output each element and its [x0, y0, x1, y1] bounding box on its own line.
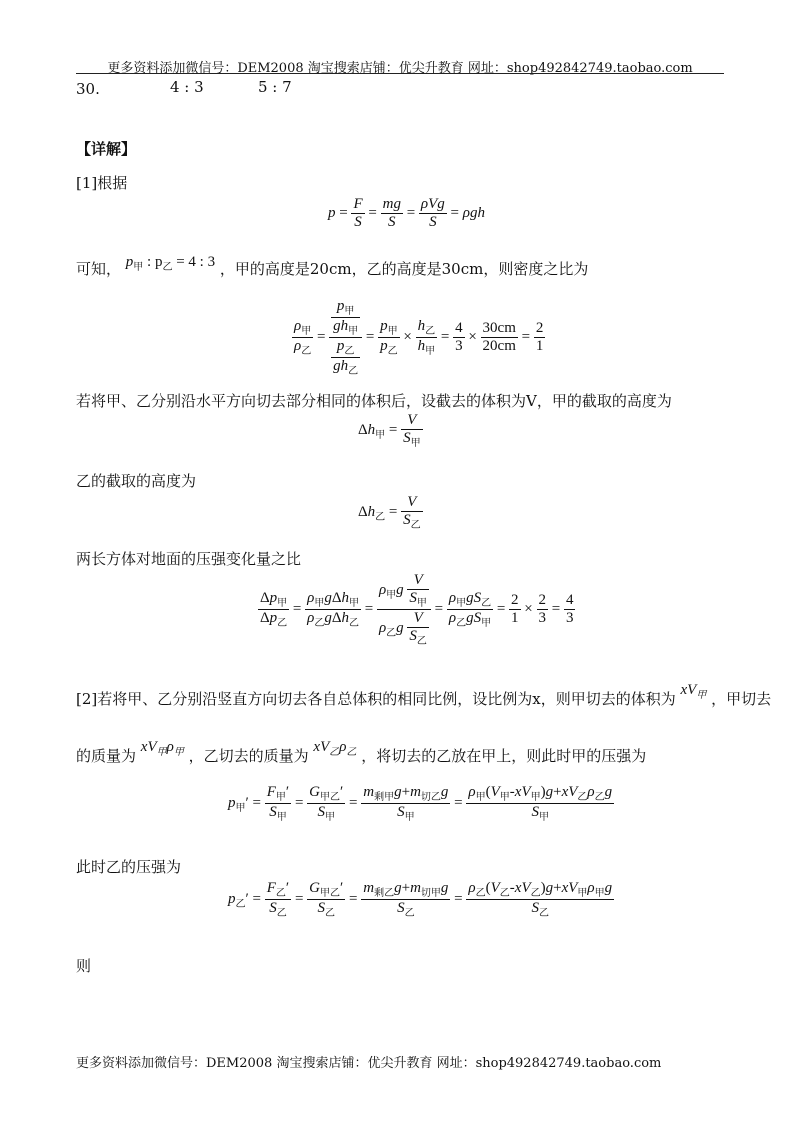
symbol: x	[313, 739, 321, 755]
symbol: F	[266, 784, 276, 800]
symbol: = 4 : 3	[172, 254, 216, 270]
fraction	[361, 784, 450, 823]
fraction	[564, 592, 576, 627]
symbol: ρ	[307, 610, 315, 626]
formula-pressure	[328, 196, 485, 231]
symbol: ρ	[448, 590, 457, 606]
symbol: g	[466, 590, 474, 606]
symbol: +	[401, 784, 411, 800]
symbol: =	[406, 204, 416, 221]
fraction	[378, 318, 400, 357]
symbol: g	[440, 784, 449, 800]
symbol: g	[545, 784, 554, 800]
fraction	[331, 298, 360, 337]
symbol: h	[340, 318, 349, 334]
symbol: ′	[245, 794, 249, 811]
fraction	[307, 784, 345, 823]
fraction	[305, 590, 361, 629]
symbol: x	[680, 682, 688, 698]
symbol: ′	[340, 880, 344, 896]
fraction	[466, 784, 614, 823]
subscript: 甲	[301, 326, 312, 337]
symbol: )	[540, 880, 546, 896]
symbol: g	[440, 880, 449, 896]
subscript: 乙	[594, 792, 605, 803]
subscript: 乙	[375, 511, 386, 523]
symbol: Δ	[260, 610, 270, 626]
numerator: 4	[565, 592, 574, 608]
formula-pressure-change-ratio	[258, 572, 575, 647]
symbol: =	[365, 328, 375, 345]
fraction	[351, 196, 364, 231]
text: [2]若将甲、乙分别沿竖直方向切去各自总体积的相同比例，设比例为x，则甲切去的体积为	[76, 690, 676, 708]
symbol: =	[349, 794, 358, 811]
paragraph-4: 两长方体对地面的压强变化量之比	[76, 550, 302, 568]
symbol: g	[466, 610, 474, 626]
symbol: ρ	[307, 590, 315, 606]
text: 的质量为	[76, 747, 137, 765]
formula-pressure-jia-new	[228, 784, 614, 823]
symbol: x	[140, 739, 148, 755]
symbol: g	[394, 784, 402, 800]
fraction	[466, 880, 614, 919]
fraction	[407, 572, 429, 609]
numerator: mg	[382, 196, 401, 212]
subscript: 甲乙	[320, 792, 341, 803]
symbol: G	[309, 880, 321, 896]
symbol: ′	[340, 784, 344, 800]
symbol: S	[397, 900, 405, 916]
symbol: ρgh	[462, 204, 485, 221]
text: ，乙切去的质量为	[188, 747, 309, 765]
paragraph-3: 乙的截取的高度为	[76, 472, 197, 490]
symbol: g	[324, 610, 332, 626]
fraction	[361, 880, 450, 919]
subscript: 切乙	[420, 792, 441, 803]
symbol: ′	[285, 880, 290, 896]
symbol: ρ	[378, 619, 387, 636]
subscript: 甲	[456, 598, 467, 609]
subscript: 甲	[387, 326, 398, 337]
symbol: V	[568, 880, 578, 896]
subscript: 甲	[475, 792, 486, 803]
text: ，甲切去	[711, 690, 772, 708]
fraction	[292, 318, 313, 357]
symbol: ρ	[448, 610, 457, 626]
numerator: ρVg	[420, 196, 445, 212]
numerator: F	[353, 196, 363, 212]
subscript: 乙	[235, 898, 246, 910]
subscript: 乙	[344, 346, 355, 357]
symbol: (	[485, 880, 491, 896]
symbol: p	[380, 338, 388, 354]
denominator: 20cm	[482, 338, 516, 354]
subscript: 乙	[346, 747, 357, 758]
subscript: 甲	[348, 326, 359, 337]
symbol: =	[294, 794, 304, 811]
paragraph-6	[76, 739, 647, 768]
subscript: 乙	[329, 747, 340, 758]
symbol: S	[317, 804, 325, 820]
symbol: V	[320, 739, 330, 755]
symbol: g	[333, 358, 341, 374]
symbol: S	[409, 590, 417, 606]
symbol: ×	[403, 328, 412, 345]
symbol: =	[454, 890, 463, 907]
symbol: Δ	[331, 590, 342, 606]
symbol: S	[397, 804, 405, 820]
subscript: 甲	[481, 618, 492, 629]
fraction	[481, 320, 518, 355]
symbol: p	[125, 254, 134, 270]
symbol: -	[509, 880, 515, 896]
symbol: S	[269, 900, 277, 916]
symbol: ′	[285, 784, 290, 800]
denominator: 3	[538, 610, 547, 626]
subscript: 甲	[386, 589, 397, 601]
symbol: h	[417, 338, 426, 354]
symbol: S	[317, 900, 325, 916]
symbol: S	[531, 804, 539, 820]
paragraph-1-intro: [1]根据	[76, 174, 128, 192]
subscript: 乙	[416, 636, 427, 647]
symbol: ρ	[468, 784, 476, 800]
denominator: 3	[565, 610, 574, 626]
symbol: m	[410, 880, 421, 896]
symbol: ρ	[166, 739, 174, 755]
symbol: p	[328, 204, 336, 221]
symbol: +	[553, 784, 562, 800]
numerator: 2	[535, 320, 544, 336]
symbol: g	[604, 880, 613, 896]
question-number: 30.	[76, 80, 100, 98]
fraction	[419, 196, 447, 231]
numerator: V	[401, 412, 423, 430]
numerator: V	[401, 494, 423, 512]
symbol: ρ	[294, 318, 302, 334]
text: 可知，	[76, 260, 122, 278]
symbol: S	[473, 590, 482, 606]
symbol: =	[440, 328, 450, 345]
denominator: 3	[455, 338, 463, 354]
symbol: p	[269, 590, 278, 606]
subscript: 乙	[162, 262, 173, 273]
symbol: =	[316, 328, 326, 345]
formula-pressure-yi-new	[228, 880, 614, 919]
symbol: h	[367, 421, 376, 438]
symbol: p	[228, 794, 236, 811]
symbol: V	[521, 784, 531, 800]
formula-density-ratio	[292, 298, 545, 377]
symbol: =	[450, 204, 460, 221]
symbol: ρ	[468, 880, 476, 896]
subscript: 甲	[344, 306, 355, 317]
symbol: h	[367, 503, 376, 520]
paragraph-5	[76, 682, 772, 711]
symbol: p	[336, 298, 345, 314]
subscript: 乙	[348, 618, 359, 629]
symbol: ρ	[587, 880, 595, 896]
fraction	[401, 494, 423, 531]
symbol: S	[473, 610, 482, 626]
symbol: x	[514, 784, 522, 800]
symbol: Δ	[358, 421, 368, 438]
symbol: g	[333, 318, 341, 334]
subscript: 乙	[324, 908, 335, 919]
fraction	[401, 412, 423, 449]
line-ke-zhi	[76, 254, 589, 281]
subscript: 乙	[387, 346, 398, 357]
symbol: =	[294, 890, 304, 907]
subscript: 乙	[475, 888, 486, 899]
complex-fraction	[377, 572, 431, 647]
symbol: : p	[147, 254, 163, 270]
symbol: )	[540, 784, 546, 800]
symbol: S	[269, 804, 277, 820]
subscript: 甲	[530, 792, 541, 803]
symbol: x	[561, 880, 569, 896]
subscript: 切甲	[420, 888, 441, 899]
symbol: =	[521, 328, 531, 345]
subscript: 甲	[499, 792, 510, 803]
mass-cut-yi	[313, 739, 357, 758]
formula-delta-h-jia	[358, 412, 423, 449]
subscript: 乙	[499, 888, 510, 899]
symbol: V	[521, 880, 531, 896]
symbol: V	[147, 739, 157, 755]
paragraph-7: 此时乙的压强为	[76, 858, 182, 876]
subscript: 甲	[314, 598, 325, 609]
subscript: 甲	[404, 812, 415, 823]
subscript: 甲	[577, 888, 588, 899]
symbol: -	[509, 784, 515, 800]
symbol: =	[252, 890, 261, 907]
subscript: 甲	[594, 888, 605, 899]
symbol: g	[394, 880, 402, 896]
fraction	[331, 338, 360, 377]
denominator: S	[388, 214, 396, 230]
symbol: p	[228, 890, 236, 907]
subscript: 甲	[275, 792, 286, 803]
subscript: 乙	[275, 888, 286, 899]
volume-cut-jia	[680, 682, 707, 701]
denominator: S	[429, 214, 437, 230]
symbol: ρ	[587, 784, 595, 800]
fraction	[447, 590, 493, 629]
symbol: ρ	[294, 338, 302, 354]
symbol: G	[309, 784, 321, 800]
fraction	[307, 880, 345, 919]
symbol: F	[266, 880, 276, 896]
subscript: 甲	[156, 747, 167, 758]
symbol: =	[368, 204, 377, 221]
symbol: p	[380, 318, 388, 334]
symbol: S	[409, 628, 417, 644]
numerator: V	[407, 572, 429, 590]
subscript: 乙	[530, 888, 541, 899]
subscript: 甲	[324, 812, 335, 823]
symbol: Δ	[260, 590, 270, 606]
subscript: 乙	[425, 326, 436, 337]
denominator: 1	[511, 610, 519, 626]
symbol: =	[292, 600, 302, 617]
page-footer: 更多资料添加微信号：DEM2008 淘宝搜索店铺：优尖升教育 网址：shop492842749.taobao.com	[76, 1056, 662, 1071]
fraction	[416, 318, 438, 357]
fraction	[258, 590, 289, 629]
symbol: g	[396, 581, 404, 598]
symbol: =	[364, 600, 374, 617]
subscript: 乙	[314, 618, 325, 629]
symbol: =	[252, 794, 261, 811]
subscript: 甲	[410, 438, 421, 449]
subscript: 甲	[348, 598, 359, 609]
symbol: =	[388, 503, 398, 520]
symbol: S	[403, 430, 411, 446]
subscript: 乙	[410, 520, 421, 531]
subscript: 乙	[481, 598, 492, 609]
fraction	[534, 320, 546, 355]
symbol: V	[568, 784, 578, 800]
symbol: x	[514, 880, 522, 896]
numerator: 4	[455, 320, 463, 336]
denominator: S	[354, 214, 362, 230]
numerator: V	[407, 610, 429, 628]
symbol: g	[396, 619, 404, 636]
numerator: 2	[538, 592, 547, 608]
symbol: =	[434, 600, 444, 617]
symbol: p	[336, 338, 345, 354]
subscript: 乙	[386, 627, 397, 639]
subscript: 甲	[277, 598, 288, 609]
numerator: 2	[511, 592, 519, 608]
subscript: 甲	[133, 262, 144, 273]
fraction	[381, 196, 403, 231]
symbol: =	[551, 600, 561, 617]
symbol: g	[604, 784, 613, 800]
complex-fraction	[329, 298, 362, 377]
symbol: h	[417, 318, 426, 334]
symbol: Δ	[331, 610, 342, 626]
symbol: (	[485, 784, 491, 800]
symbol: h	[341, 590, 349, 606]
fraction	[407, 610, 429, 647]
symbol: p	[269, 610, 278, 626]
paragraph-2: 若将甲、乙分别沿水平方向切去部分相同的体积后，设截去的体积为V，甲的截取的高度为	[76, 392, 672, 410]
symbol: h	[340, 358, 349, 374]
subscript: 剩甲	[374, 792, 395, 803]
text: ，将切去的乙放在甲上，则此时甲的压强为	[361, 747, 647, 765]
symbol: =	[496, 600, 506, 617]
symbol: ×	[524, 600, 533, 617]
symbol: m	[410, 784, 421, 800]
fraction	[265, 784, 291, 823]
header-rule	[76, 73, 724, 74]
symbol: Δ	[358, 503, 368, 520]
subscript: 剩乙	[374, 888, 395, 899]
symbol: =	[349, 890, 358, 907]
symbol: V	[490, 784, 500, 800]
symbol: ρ	[339, 739, 347, 755]
fraction	[453, 320, 465, 355]
fraction	[265, 880, 291, 919]
subscript: 甲	[696, 690, 707, 701]
subscript: 乙	[577, 792, 588, 803]
mass-cut-jia	[140, 739, 184, 758]
fraction	[509, 592, 521, 627]
symbol: +	[401, 880, 411, 896]
symbol: +	[553, 880, 562, 896]
subscript: 甲	[425, 346, 436, 357]
subscript: 乙	[348, 366, 359, 377]
subscript: 乙	[539, 908, 549, 919]
symbol: g	[545, 880, 554, 896]
answer-blank-1: 4 : 3	[170, 78, 204, 96]
symbol: m	[363, 784, 375, 800]
page-header: 更多资料添加微信号：DEM2008 淘宝搜索店铺：优尖升教育 网址：shop492842749.taobao.com	[107, 61, 693, 76]
symbol: ×	[468, 328, 477, 345]
denominator: 1	[535, 338, 544, 354]
fraction	[537, 592, 549, 627]
subscript: 乙	[404, 908, 415, 919]
symbol: =	[339, 204, 348, 221]
subscript: 甲	[173, 747, 184, 758]
numerator: 30cm	[482, 320, 516, 336]
symbol: m	[363, 880, 375, 896]
subscript: 乙	[456, 618, 467, 629]
subscript: 乙	[277, 618, 288, 629]
subscript: 甲	[539, 812, 549, 823]
symbol: V	[687, 682, 697, 698]
symbol: ′	[245, 890, 249, 907]
symbol: S	[403, 512, 411, 528]
symbol: V	[490, 880, 500, 896]
subscript: 甲	[235, 802, 246, 814]
symbol: g	[324, 590, 332, 606]
subscript: 甲	[416, 598, 427, 609]
subscript: 乙	[276, 908, 287, 919]
formula-delta-h-yi	[358, 494, 423, 531]
symbol: =	[388, 421, 398, 438]
symbol: x	[561, 784, 569, 800]
symbol: S	[531, 900, 539, 916]
subscript: 甲	[276, 812, 287, 823]
symbol: ρ	[378, 581, 387, 598]
text: ，甲的高度是20cm，乙的高度是30cm，则密度之比为	[219, 260, 589, 278]
subscript: 甲	[375, 429, 386, 441]
section-title: 【详解】	[76, 140, 137, 158]
subscript: 甲乙	[320, 888, 341, 899]
subscript: 乙	[301, 346, 312, 357]
paragraph-8: 则	[76, 957, 92, 975]
answer-blank-2: 5 : 7	[258, 78, 292, 96]
pressure-ratio	[125, 254, 216, 273]
symbol: =	[454, 794, 463, 811]
symbol: h	[341, 610, 349, 626]
